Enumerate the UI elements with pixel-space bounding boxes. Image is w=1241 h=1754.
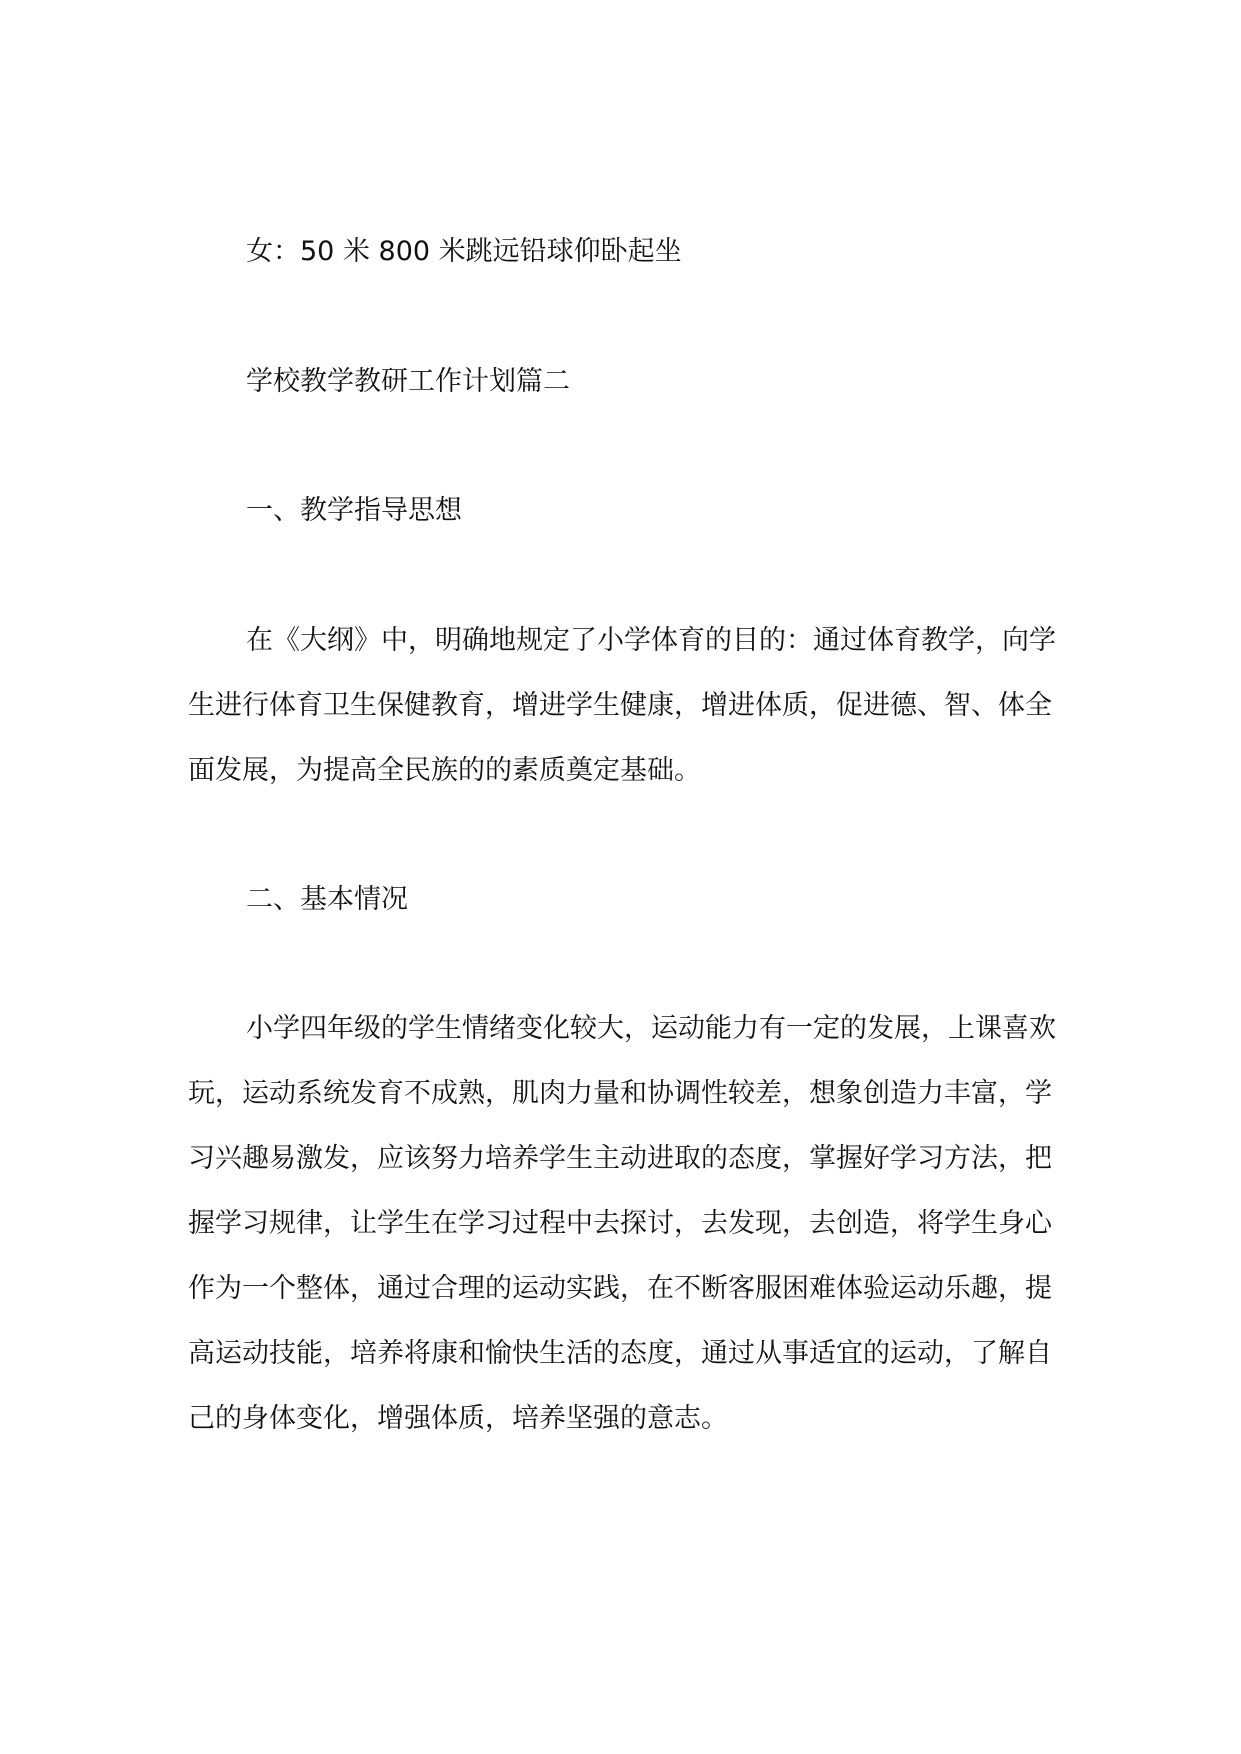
section-heading-basic-situation: 二、基本情况	[246, 884, 408, 915]
women-events-line: 女：50 米 800 米跳远铅球仰卧起坐	[246, 236, 682, 267]
document-title: 学校教学教研工作计划篇二	[246, 366, 570, 397]
paragraph-guiding-ideology: 在《大纲》中，明确地规定了小学体育的目的：通过体育教学，向学生进行体育卫生保健教育，增进学生健康，增进体质，促进德、智、体全面发展，为提高全民族的的素质奠定基础。	[188, 625, 1056, 786]
section-heading-guiding-ideology: 一、教学指导思想	[246, 495, 462, 526]
paragraph-basic-situation: 小学四年级的学生情绪变化较大，运动能力有一定的发展，上课喜欢玩，运动系统发育不成熟，肌肉力量和协调性较差，想象创造力丰富，学习兴趣易激发，应该努力培养学生主动进取的态度，掌握好学习方法，把握学习规律，让学生在学习过程中去探讨，去发现，去创造，将学生身心作为一个整体，通过合理的运动实践，在不断客服困难体验运动乐趣，提高运动技能，培养将康和愉快生活的态度，通过从事适宜的运动，了解自己的身体变化，增强体质，培养坚强的意志。	[188, 1013, 1056, 1434]
